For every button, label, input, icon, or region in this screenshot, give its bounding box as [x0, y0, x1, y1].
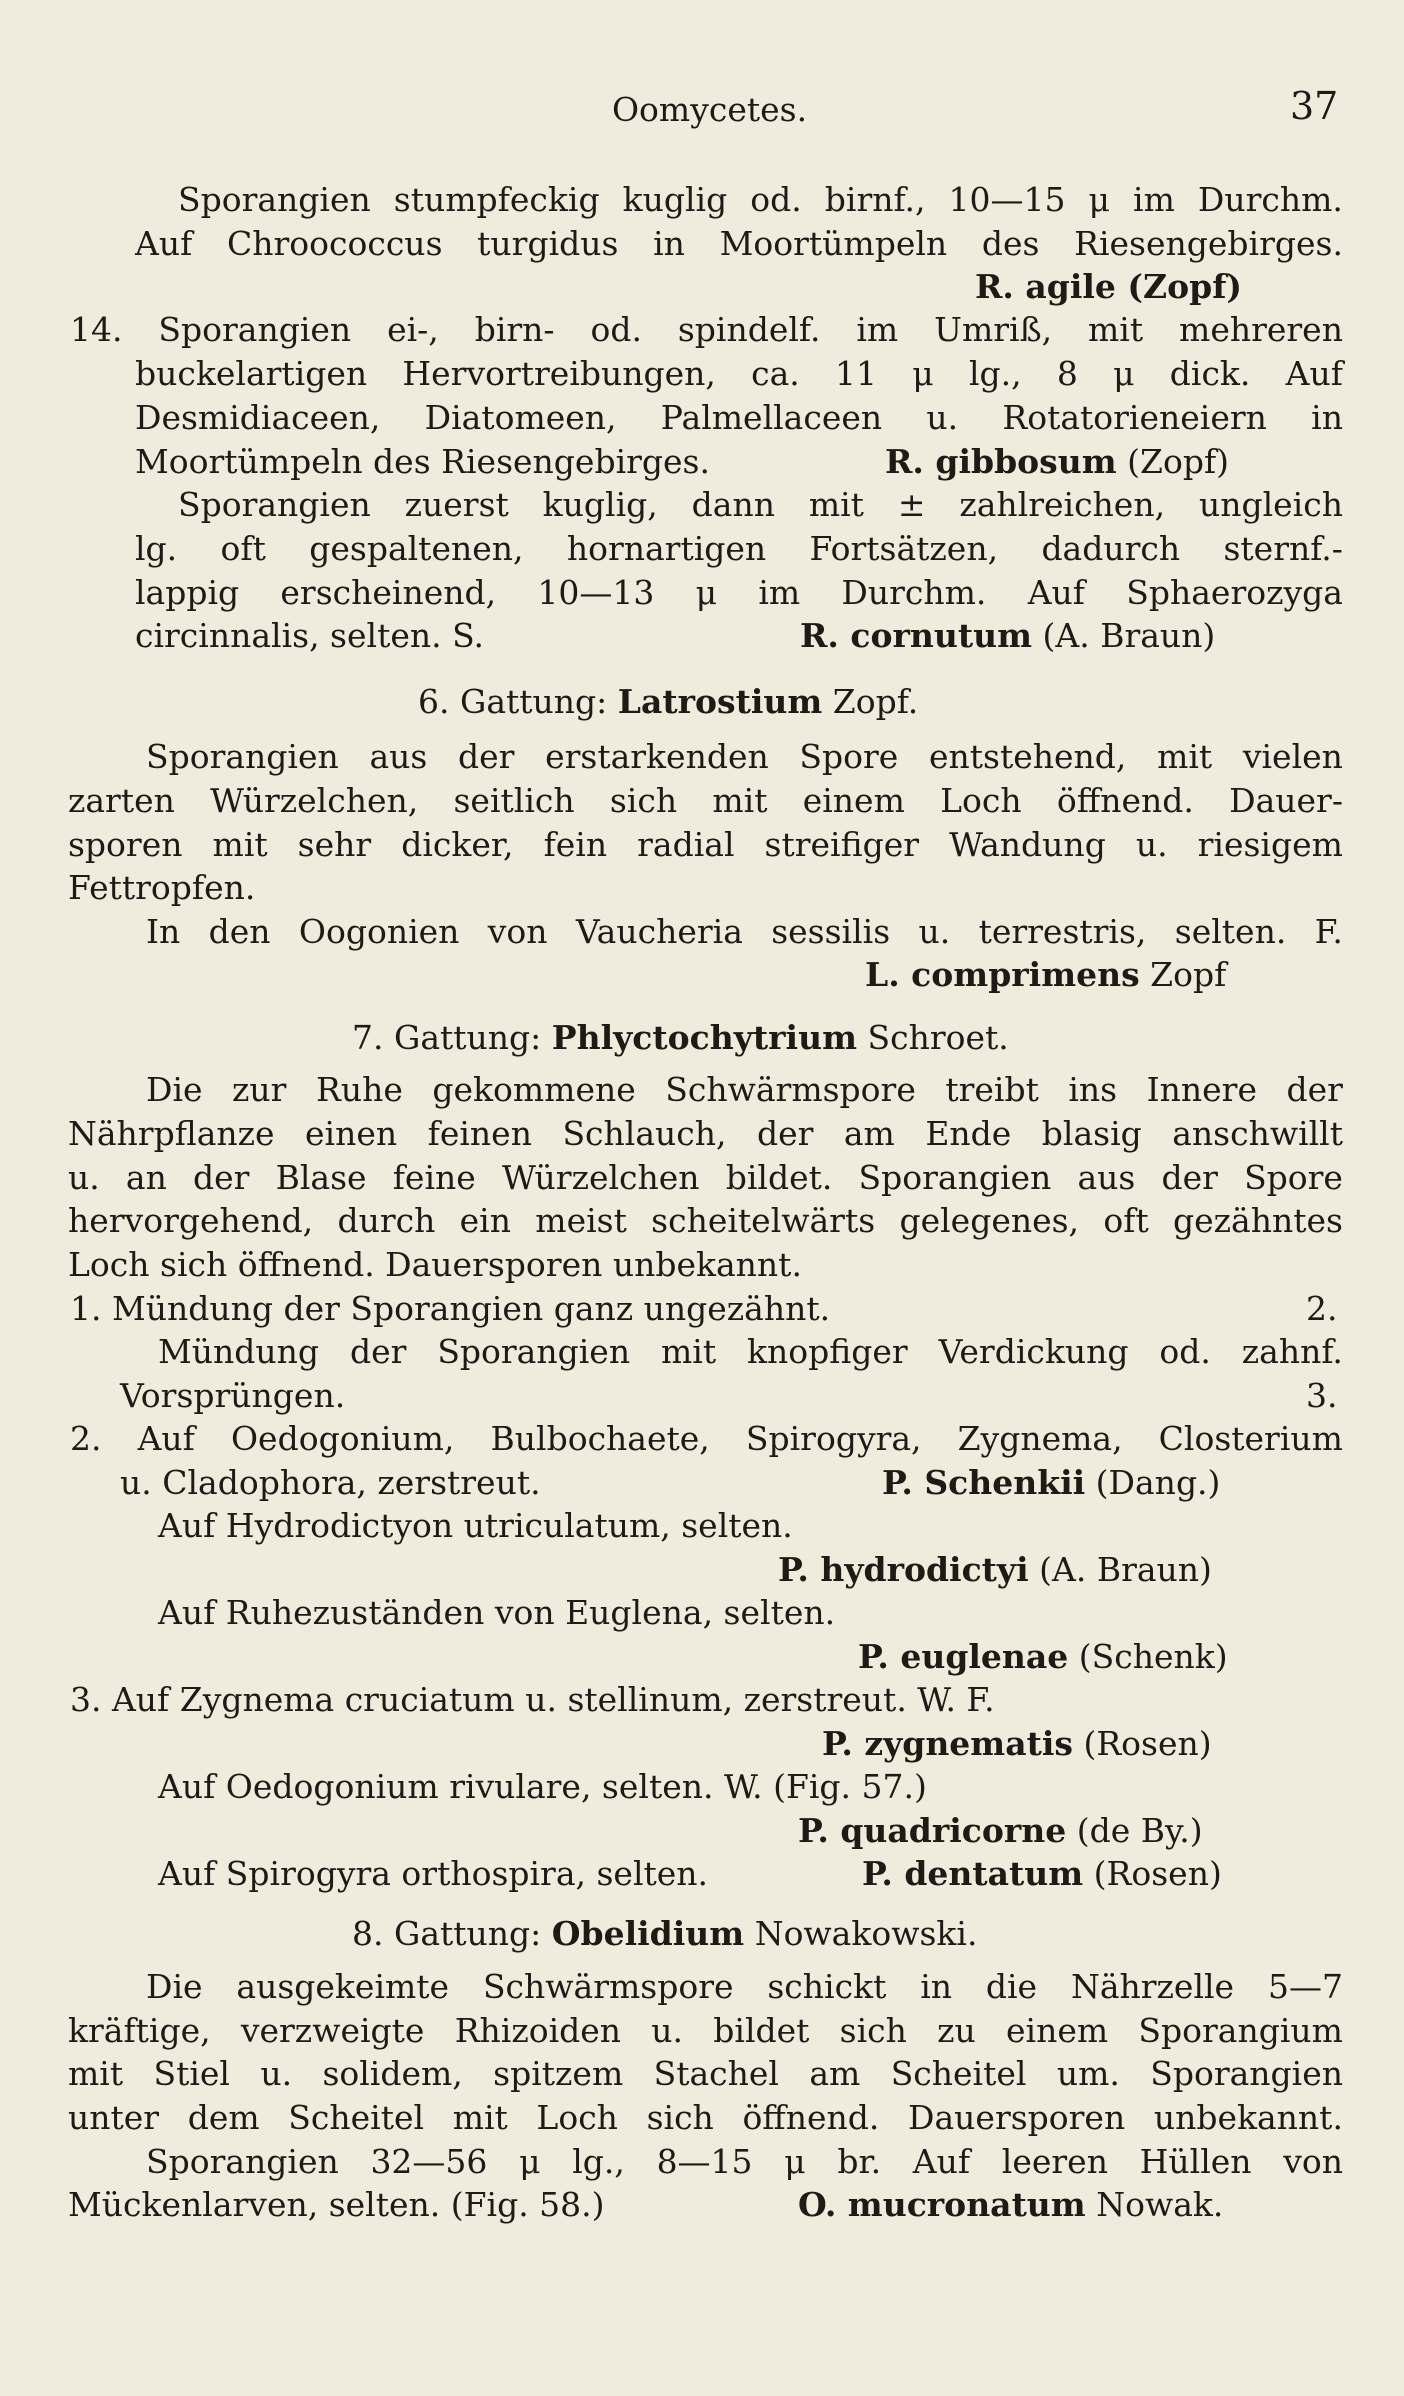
text-line: lg. oft gespaltenen, hornartigen Fortsätzen, dadurch sternf.- — [135, 529, 1343, 568]
text-line: Vorsprüngen. — [120, 1376, 346, 1415]
species-entry: P. Schenkii (Dang.) — [882, 1463, 1221, 1502]
key-line: 2. Auf Oedogonium, Bulbochaete, Spirogyra, Zygnema, Closterium — [70, 1419, 1343, 1458]
text-line: Mündung der Sporangien mit knopfiger Verdickung od. zahnf. — [158, 1332, 1343, 1371]
text-line: Auf Hydrodictyon utriculatum, selten. — [158, 1506, 793, 1545]
text-line: Moortümpeln des Riesengebirges. — [135, 442, 710, 481]
text-line: Mückenlarven, selten. (Fig. 58.) — [68, 2185, 605, 2224]
text-line: Die zur Ruhe gekommene Schwärmspore treibt ins Innere der — [146, 1070, 1343, 1109]
key-line: 1. Mündung der Sporangien ganz ungezähnt. — [70, 1289, 831, 1328]
text-line: unter dem Scheitel mit Loch sich öffnend. Dauersporen unbekannt. — [68, 2098, 1343, 2137]
text-line: circinnalis, selten. S. — [135, 616, 485, 655]
text-line: Loch sich öffnend. Dauersporen unbekannt. — [68, 1245, 802, 1284]
key-line: 3. Auf Zygnema cruciatum u. stellinum, zerstreut. W. F. — [70, 1680, 995, 1719]
text-line: Sporangien stumpfeckig kuglig od. birnf., 10—15 μ im Durchm. — [178, 180, 1343, 219]
text-line: In den Oogonien von Vaucheria sessilis u. terrestris, selten. F. — [146, 912, 1343, 951]
page-number: 37 — [1290, 84, 1339, 128]
text-line: Sporangien zuerst kuglig, dann mit ± zahlreichen, ungleich — [178, 485, 1343, 524]
text-line: Die ausgekeimte Schwärmspore schickt in die Nährzelle 5—7 — [146, 1967, 1343, 2006]
text-line: u. an der Blase feine Würzelchen bildet. Sporangien aus der Spore — [68, 1158, 1343, 1197]
text-line: mit Stiel u. solidem, spitzem Stachel am Scheitel um. Sporangien — [68, 2054, 1343, 2093]
species-entry: P. hydrodictyi (A. Braun) — [778, 1550, 1212, 1589]
key-ref: 3. — [1306, 1376, 1338, 1415]
species-entry: P. zygnematis (Rosen) — [822, 1724, 1212, 1763]
genus-heading: 6. Gattung: Latrostium Zopf. — [418, 682, 919, 721]
text-line: u. Cladophora, zerstreut. — [120, 1463, 541, 1502]
text-line: Auf Oedogonium rivulare, selten. W. (Fig. 57.) — [158, 1767, 927, 1806]
text-line: Auf Ruhezuständen von Euglena, selten. — [158, 1593, 836, 1632]
text-line: kräftige, verzweigte Rhizoiden u. bildet sich zu einem Sporangium — [68, 2011, 1343, 2050]
species-entry: R. cornutum (A. Braun) — [800, 616, 1216, 655]
species-entry: L. comprimens Zopf — [865, 955, 1227, 994]
text-line: Nährpflanze einen feinen Schlauch, der am Ende blasig anschwillt — [68, 1114, 1343, 1153]
text-line: buckelartigen Hervortreibungen, ca. 11 μ lg., 8 μ dick. Auf — [135, 354, 1343, 393]
species-entry: R. gibbosum (Zopf) — [885, 442, 1230, 481]
genus-heading: 8. Gattung: Obelidium Nowakowski. — [352, 1914, 978, 1953]
key-ref: 2. — [1306, 1289, 1338, 1328]
text-line: sporen mit sehr dicker, fein radial streifiger Wandung u. riesigem — [68, 825, 1343, 864]
text-line: Sporangien 32—56 μ lg., 8—15 μ br. Auf leeren Hüllen von — [146, 2142, 1343, 2181]
species-entry: P. euglenae (Schenk) — [858, 1637, 1228, 1676]
text-line: Auf Chroococcus turgidus in Moortümpeln des Riesengebirges. — [135, 224, 1343, 263]
key-line: 14. Sporangien ei-, birn- od. spindelf. im Umriß, mit mehreren — [70, 310, 1343, 349]
text-line: lappig erscheinend, 10—13 μ im Durchm. Auf Sphaerozyga — [135, 573, 1343, 612]
species-entry: R. agile (Zopf) — [975, 267, 1243, 306]
text-line: Desmidiaceen, Diatomeen, Palmellaceen u. Rotatorieneiern in — [135, 398, 1343, 437]
text-line: Fettropfen. — [68, 868, 256, 907]
species-entry: P. dentatum (Rosen) — [862, 1854, 1222, 1893]
text-line: Auf Spirogyra orthospira, selten. — [158, 1854, 709, 1893]
text-line: Sporangien aus der erstarkenden Spore entstehend, mit vielen — [146, 737, 1343, 776]
species-entry: P. quadricorne (de By.) — [798, 1811, 1203, 1850]
genus-heading: 7. Gattung: Phlyctochytrium Schroet. — [352, 1018, 1009, 1057]
running-head: Oomycetes. — [612, 90, 808, 129]
species-entry: O. mucronatum Nowak. — [798, 2185, 1224, 2224]
text-line: zarten Würzelchen, seitlich sich mit einem Loch öffnend. Dauer- — [68, 781, 1343, 820]
text-line: hervorgehend, durch ein meist scheitelwärts gelegenes, oft gezähntes — [68, 1201, 1343, 1240]
